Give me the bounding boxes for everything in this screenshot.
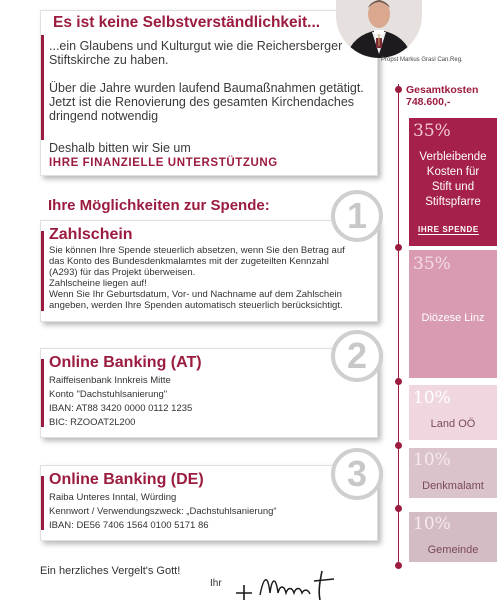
- cost-box-dioezese: [409, 250, 497, 378]
- payment-option-online-banking-at: [40, 348, 378, 438]
- intro-line: Jetzt ist die Renovierung des gesamten Kirchendaches: [49, 95, 355, 109]
- step-number-3: 3: [331, 448, 383, 500]
- cost-box-land: [409, 385, 497, 440]
- step-number-1: 1: [331, 190, 383, 242]
- payment-option-line: angeben, werden Ihre Spenden automatisch steuerlich berücksichtigt.: [49, 300, 343, 311]
- intro-card: [40, 10, 378, 176]
- cost-box-stift: [409, 118, 497, 246]
- cost-description: Land OÖ: [430, 418, 476, 430]
- intro-title: Es ist keine Selbstverständlichkeit...: [53, 14, 321, 31]
- cost-description: Denkmalamt: [422, 480, 484, 492]
- payment-option-title: Zahlschein: [49, 226, 133, 243]
- total-costs-amount: 748.600,-: [406, 96, 451, 108]
- payment-option-line: das Konto des Bundesdenkmalamtes mit der zugeteilten Kennzahl: [49, 256, 329, 267]
- intro-line: Stiftskirche zu haben.: [49, 53, 169, 67]
- accent-bar: [41, 476, 44, 530]
- cost-percent: 10%: [413, 450, 451, 470]
- payment-option-line: (A293) für das Projekt überweisen.: [49, 267, 196, 278]
- payment-option-online-banking-de: [40, 465, 378, 541]
- accent-bar: [41, 231, 44, 311]
- signature-image: [230, 567, 360, 600]
- cost-description-line: Kosten für: [426, 166, 480, 178]
- intro-cta: IHRE FINANZIELLE UNTERSTÜTZUNG: [49, 157, 278, 169]
- cost-description: Gemeinde: [427, 544, 479, 556]
- closing-ihr: Ihr: [210, 578, 222, 589]
- cost-description-line: Stiftspfarre: [425, 196, 481, 208]
- payment-option-line: Wenn Sie Ihr Geburtsdatum, Vor- und Nachname auf dem Zahlschein: [49, 289, 342, 300]
- your-donation-link[interactable]: IHRE SPENDE: [418, 225, 479, 234]
- payment-option-line: IBAN: DE56 7406 1564 0100 5171 86: [49, 520, 209, 531]
- timeline-dot: [395, 244, 402, 251]
- intro-line: ...ein Glaubens und Kulturgut wie die Reichersberger: [49, 39, 343, 53]
- step-number-2: 2: [331, 330, 383, 382]
- payment-option-title: Online Banking (DE): [49, 471, 204, 488]
- cost-percent: 35%: [413, 254, 451, 274]
- total-costs-label: Gesamtkosten: [406, 84, 479, 96]
- payment-option-zahlschein: [40, 220, 378, 322]
- intro-accent-bar: [41, 35, 44, 140]
- payment-option-line: IBAN: AT88 3420 0000 0112 1235: [49, 403, 193, 414]
- timeline-dot: [395, 86, 402, 93]
- cost-description-line: Verbleibende: [419, 151, 487, 163]
- cost-description-line: Stift und: [431, 181, 475, 193]
- cost-percent: 10%: [413, 388, 451, 408]
- options-heading: Ihre Möglichkeiten zur Spende:: [48, 197, 270, 214]
- payment-option-line: Zahlscheine liegen auf!: [49, 278, 147, 289]
- payment-option-line: Sie können Ihre Spende steuerlich absetzen, wenn Sie den Betrag auf: [49, 245, 345, 256]
- closing-thanks: Ein herzliches Vergelt's Gott!: [40, 565, 181, 577]
- payment-option-line: Kennwort / Verwendungszweck: „Dachstuhlsanierung“: [49, 506, 277, 517]
- cost-box-gemeinde: [409, 512, 497, 562]
- intro-line: dringend notwendig: [49, 109, 159, 123]
- cost-description: [409, 150, 497, 210]
- intro-line: Deshalb bitten wir Sie um: [49, 141, 191, 155]
- payment-option-line: BIC: RZOOAT2L200: [49, 417, 136, 428]
- timeline-dot: [395, 442, 402, 449]
- payment-option-title: Online Banking (AT): [49, 354, 202, 371]
- cost-box-denkmalamt: [409, 448, 497, 498]
- intro-line: Über die Jahre wurden laufend Baumaßnahmen getätigt.: [49, 81, 364, 95]
- payment-option-line: Raiba Unteres Inntal, Würding: [49, 492, 177, 503]
- accent-bar: [41, 359, 44, 427]
- cost-percent: 35%: [413, 121, 451, 141]
- cost-percent: 10%: [413, 514, 451, 534]
- timeline-dot: [395, 505, 402, 512]
- cost-description: Diözese Linz: [421, 312, 485, 324]
- payment-option-line: Konto "Dachstuhlsanierung": [49, 389, 168, 400]
- payment-option-line: Raiffeisenbank Innkreis Mitte: [49, 375, 171, 386]
- timeline-dot: [395, 562, 402, 569]
- timeline-dot: [395, 378, 402, 385]
- timeline-line: [398, 84, 399, 564]
- portrait-caption: Propst Markus Grasl Can.Reg.: [381, 57, 463, 63]
